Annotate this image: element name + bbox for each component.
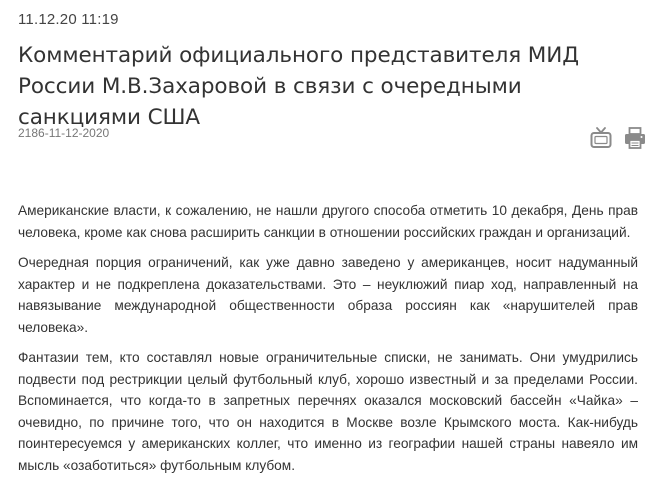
article-paragraph: Фантазии тем, кто составлял новые ограничительные списки, не занимать. Они умудрились подвести под рестрикции целый футбольный клуб, хорошо известный и за пределами России. Вспоминается, что когда-то в запретных перечнях оказался московский бассейн «Чайка» – очевидно, по причине того, что он находится в Москве возле Крымского моста. Как-нибудь поинтересуемся у американских коллег, что именно из географии нашей страны навеяло им мысль «озаботиться» футбольным клубом. [18, 350, 638, 473]
tv-icon [590, 126, 612, 150]
article-tools [590, 126, 650, 152]
article-datetime: 11.12.20 11:19 [18, 11, 119, 28]
video-button[interactable] [590, 126, 612, 150]
article-body [18, 200, 638, 485]
print-button[interactable] [624, 126, 646, 150]
article-doc-id: 2186-11-12-2020 [18, 126, 110, 140]
article-title: Комментарий официального представителя МИД России М.В.Захаровой в связи с очередными санкциями США [18, 43, 579, 130]
article-paragraph: Очередная порция ограничений, как уже давно заведено у американцев, носит надуманный характер и не подкреплена доказательствами. Это – неуклюжий пиар ход, направленный на навязывание международной общественности образа россиян как «нарушителей прав человека». [18, 255, 638, 335]
print-icon [624, 126, 646, 150]
article-paragraph: Американские власти, к сожалению, не нашли другого способа отметить 10 декабря, День прав человека, кроме как снова расширить санкции в отношении российских граждан и организаций. [18, 203, 638, 240]
